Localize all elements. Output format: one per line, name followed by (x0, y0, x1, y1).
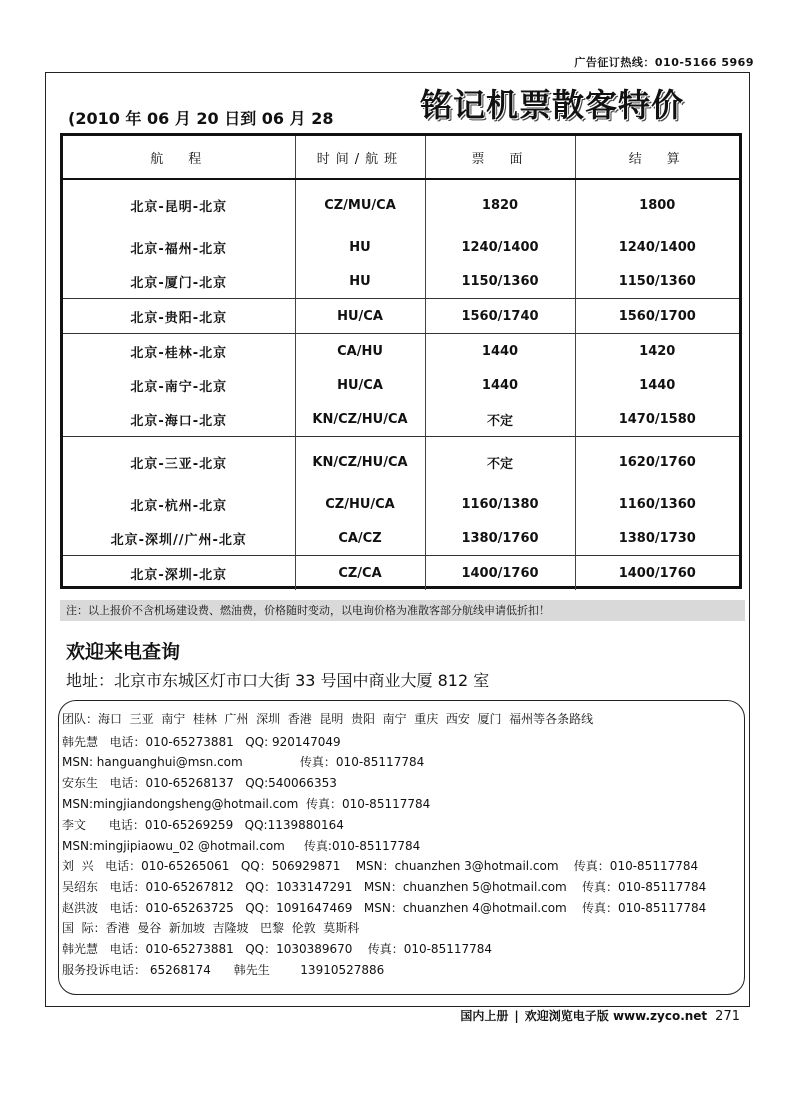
fare-cell: 1820 (425, 179, 575, 230)
route-cell: 北京-三亚-北京 (63, 437, 295, 488)
contact-line: 韩光慧 电话：010-65273881 QQ：1030389670 传真：010-85117784 (62, 942, 493, 956)
footer-guide: 欢迎浏览电子版 www.zyco.net (524, 1009, 708, 1023)
contact-line: MSN:mingjipiaowu_02 @hotmail.com 传真:010-85117784 (62, 839, 421, 853)
table-row (63, 230, 739, 264)
settle-cell: 1400/1760 (618, 565, 696, 581)
route-cell: 北京-海口-北京 (63, 402, 295, 437)
flight-cell: KN/CZ/HU/CA (295, 437, 425, 488)
contact-line: 团队：海口 三亚 南宁 桂林 广州 深圳 香港 昆明 贵阳 南宁 重庆 西安 厦门 福州等各条路线 (62, 712, 594, 726)
table-row (63, 437, 739, 488)
flight-cell: HU (295, 264, 425, 299)
settle-cell: 1150/1360 (575, 264, 739, 299)
col-flight-header: 时间/航班 (295, 136, 425, 179)
footer-section: 国内上册 (460, 1009, 509, 1023)
col-settle-header: 结 算 (575, 136, 739, 179)
fare-cell: 1160/1380 (425, 487, 575, 521)
route-cell: 北京-深圳-北京 (63, 556, 295, 591)
office-address: 地址：北京市东城区灯市口大街 33 号国中商业大厦 812 室 (66, 671, 490, 690)
route-cell: 北京-杭州-北京 (63, 487, 295, 521)
flight-cell: HU/CA (295, 368, 425, 402)
fare-cell: 1560/1740 (425, 299, 575, 334)
contact-line: 赵洪波 电话：010-65263725 QQ：1091647469 MSN：chuanzhen 4@hotmail.com 传真：010-85117784 (62, 901, 707, 915)
contact-line: 李文 电话：010-65269259 QQ:1139880164 (62, 818, 344, 832)
settle-cell: 1470/1580 (575, 402, 739, 437)
ad-hotline: 广告征订热线：010-5166 5969 (574, 56, 754, 69)
contact-line: MSN:mingjiandongsheng@hotmail.com 传真：010-85117784 (62, 797, 431, 811)
route-cell: 北京-厦门-北京 (63, 264, 295, 299)
settle-cell: 1420 (639, 343, 676, 359)
table-header-row (63, 136, 739, 179)
table-row (63, 368, 739, 402)
flight-cell: HU (295, 230, 425, 264)
settle-cell: 1160/1360 (618, 496, 696, 512)
footer-separator: | (514, 1009, 519, 1023)
date-range: (2010 年 06 月 20 日到 06 月 28 (68, 109, 334, 128)
flight-cell: KN/CZ/HU/CA (295, 402, 425, 437)
price-note: 注：以上报价不含机场建设费、燃油费，价格随时变动，以电询价格为准散客部分航线申请低折扣！ (60, 600, 745, 621)
settle-cell: 1440 (639, 377, 676, 393)
fare-cell: 1150/1360 (425, 264, 575, 299)
page-footer (460, 1007, 740, 1024)
fare-cell: 1440 (425, 368, 575, 402)
contact-line: 服务投诉电话： 65268174 韩先生 13910527886 (62, 963, 385, 977)
route-cell: 北京-深圳//广州-北京 (63, 521, 295, 556)
table-row (63, 264, 739, 299)
flight-cell: HU/CA (295, 299, 425, 334)
table-row (63, 179, 739, 230)
route-cell: 北京-桂林-北京 (63, 334, 295, 369)
fare-cell: 1440 (425, 334, 575, 369)
contact-line: 安东生 电话：010-65268137 QQ:540066353 (62, 776, 337, 790)
table-row (63, 299, 739, 334)
contact-line: 吴绍东 电话：010-65267812 QQ：1033147291 MSN：chuanzhen 5@hotmail.com 传真：010-85117784 (62, 880, 707, 894)
col-fare-header: 票 面 (425, 136, 575, 179)
flight-cell: CZ/MU/CA (295, 179, 425, 230)
contact-line: 韩先慧 电话：010-65273881 QQ: 920147049 (62, 735, 341, 749)
page-number: 271 (715, 1009, 740, 1024)
table-row (63, 487, 739, 521)
route-cell: 北京-南宁-北京 (63, 368, 295, 402)
page-title: 铭记机票散客特价 (420, 86, 685, 124)
flight-cell: CZ/CA (295, 556, 425, 591)
route-cell: 北京-昆明-北京 (63, 179, 295, 230)
settle-cell: 1800 (639, 197, 676, 213)
welcome-heading: 欢迎来电查询 (66, 641, 181, 663)
settle-cell: 1560/1700 (575, 299, 739, 334)
contact-line: 国 际：香港 曼谷 新加坡 吉隆坡 巴黎 伦敦 莫斯科 (62, 921, 360, 935)
settle-cell: 1380/1730 (575, 521, 739, 556)
contact-line: 刘 兴 电话：010-65265061 QQ：506929871 MSN：chuanzhen 3@hotmail.com 传真：010-85117784 (62, 859, 699, 873)
fare-cell: 1380/1760 (425, 521, 575, 556)
fare-cell: 不定 (425, 402, 575, 437)
table-row (63, 556, 739, 591)
table-row (63, 402, 739, 437)
table-row (63, 334, 739, 369)
settle-cell: 1240/1400 (618, 239, 696, 255)
route-cell: 北京-福州-北京 (63, 230, 295, 264)
fare-cell: 不定 (425, 437, 575, 488)
fare-table (60, 133, 742, 589)
contact-line: MSN: hanguanghui@msn.com 传真：010-85117784 (62, 755, 425, 769)
settle-cell: 1620/1760 (618, 454, 696, 470)
flight-cell: CA/CZ (295, 521, 425, 556)
route-cell: 北京-贵阳-北京 (63, 299, 295, 334)
flight-cell: CA/HU (295, 334, 425, 369)
fare-cell: 1400/1760 (425, 556, 575, 591)
table-row (63, 521, 739, 556)
col-route-header: 航 程 (63, 136, 295, 179)
fare-cell: 1240/1400 (425, 230, 575, 264)
flight-cell: CZ/HU/CA (295, 487, 425, 521)
